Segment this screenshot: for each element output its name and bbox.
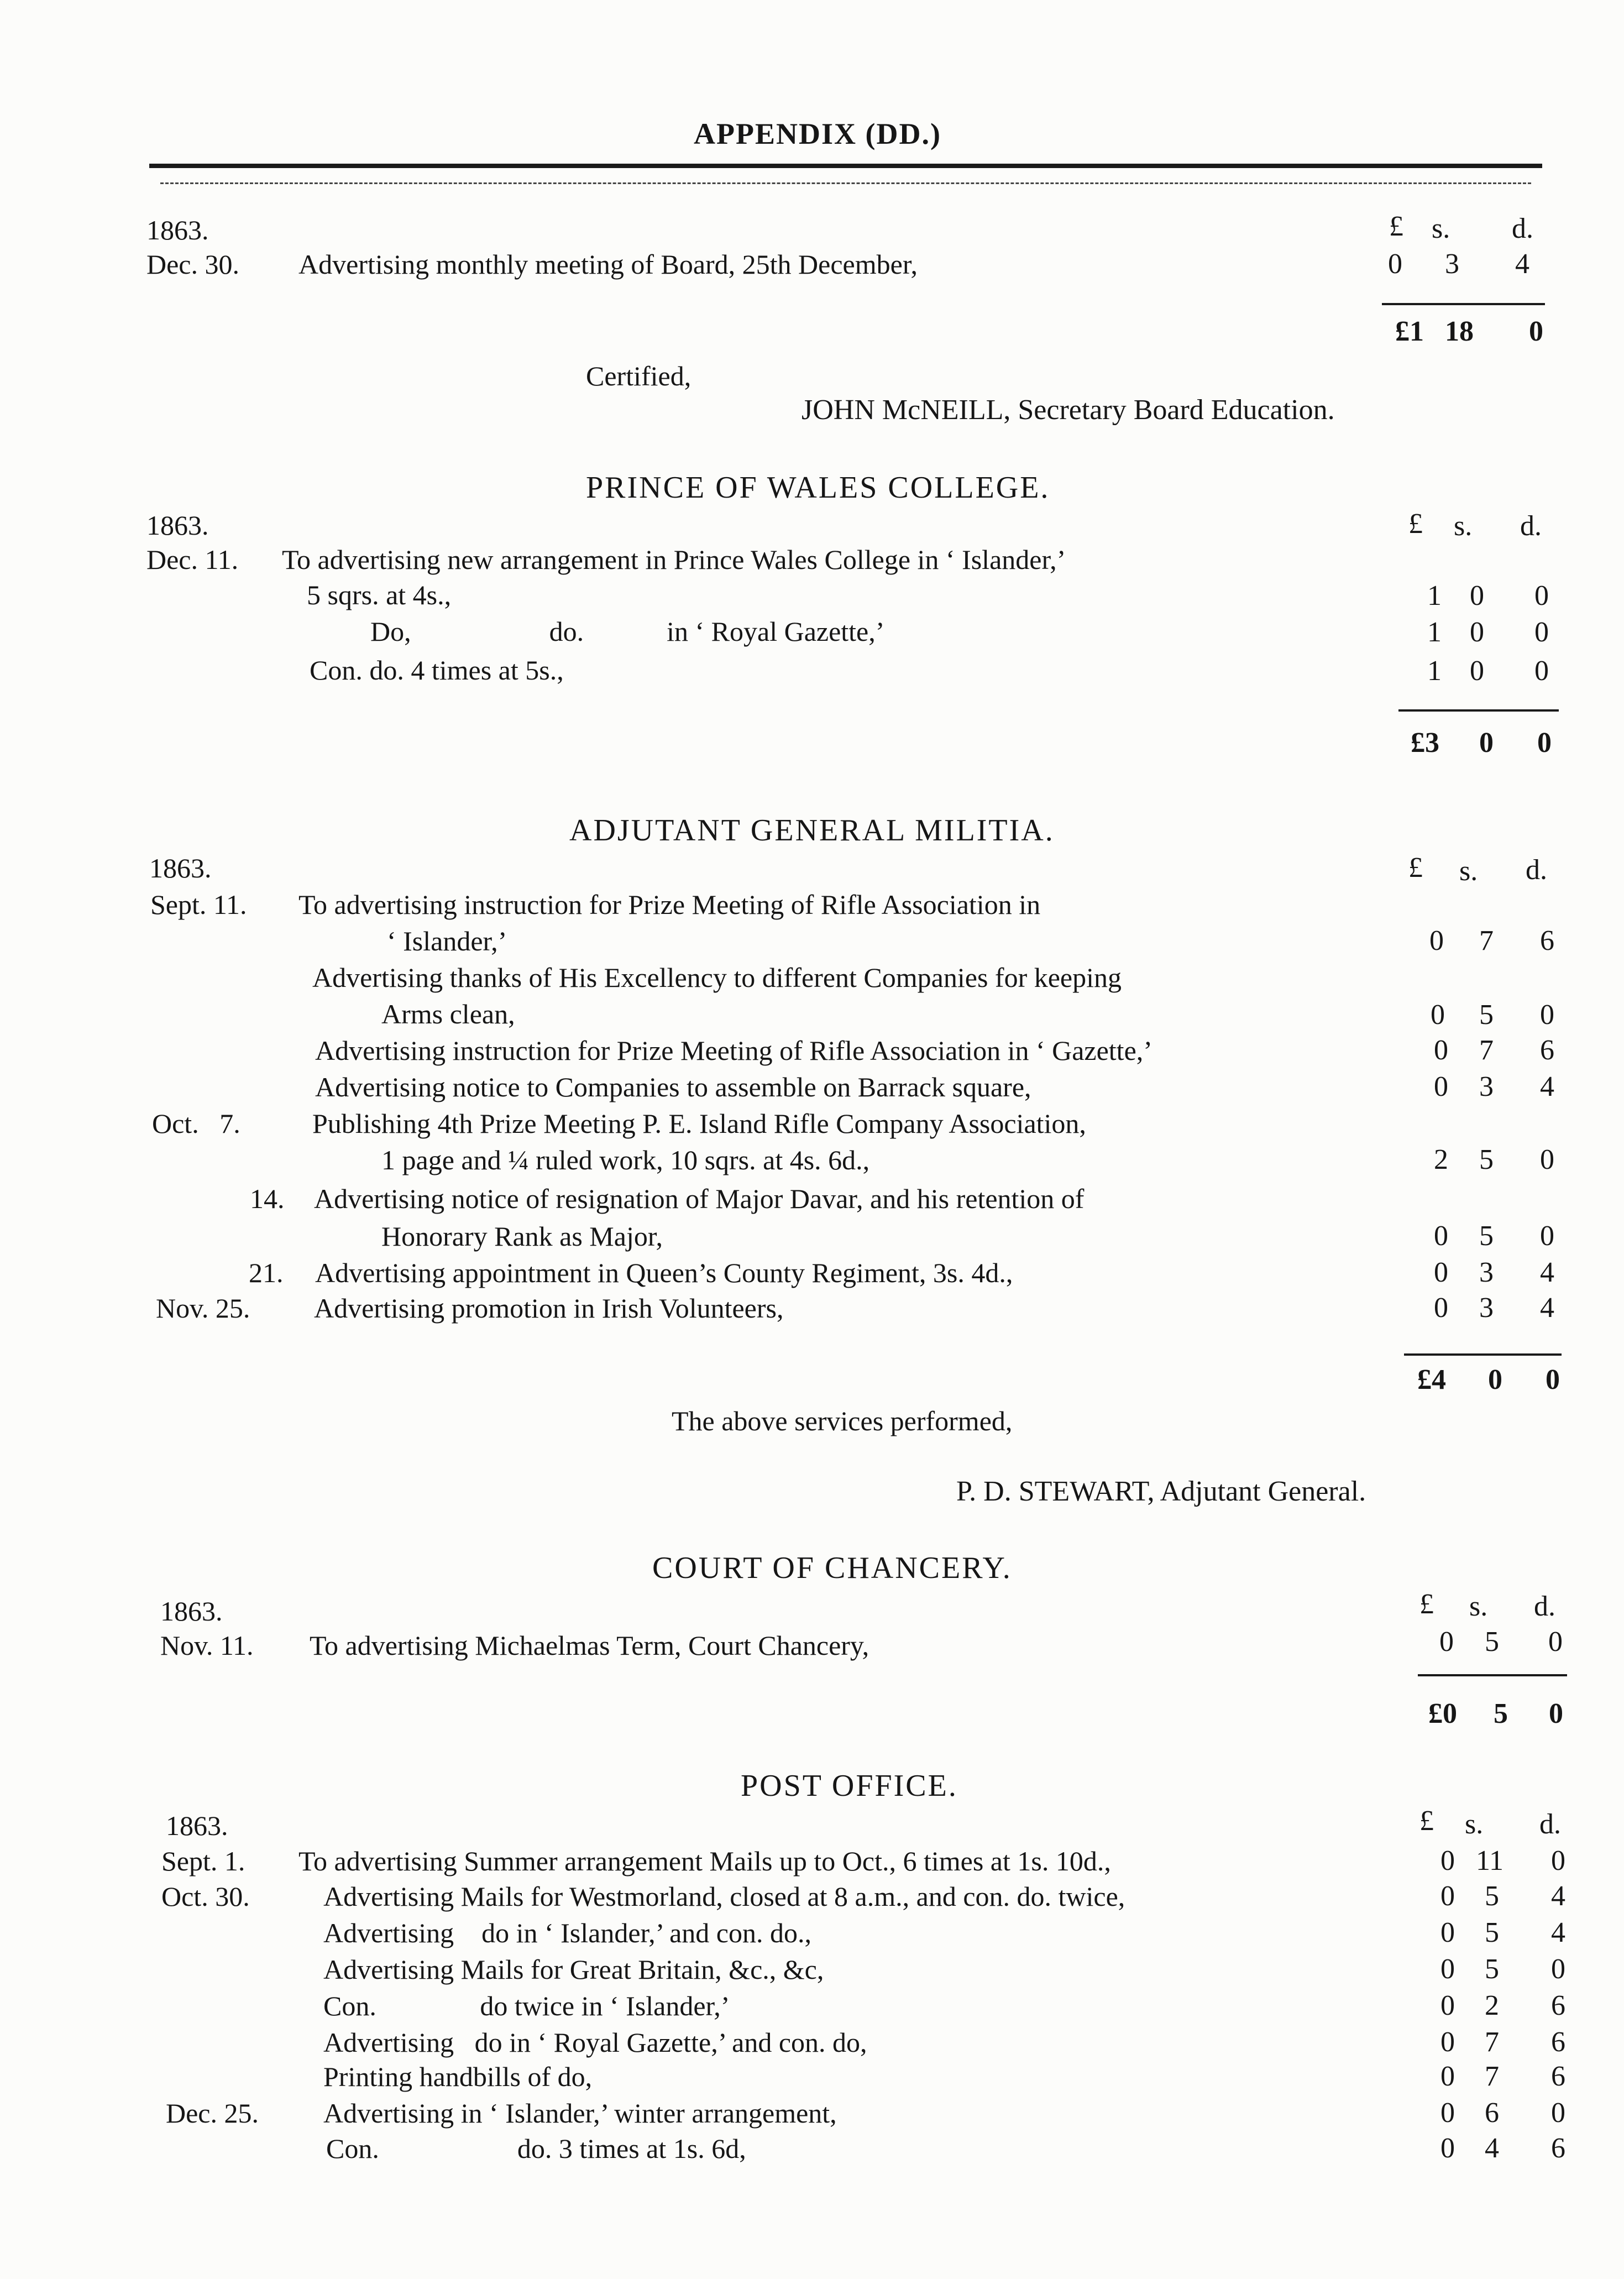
amount-pounds: 0 bbox=[1434, 1257, 1448, 1288]
amount-shillings: 4 bbox=[1485, 2132, 1499, 2164]
section-heading: COURT OF CHANCERY. bbox=[652, 1551, 1012, 1585]
entry-text: Advertising thanks of His Excellency to different Companies for keeping bbox=[312, 962, 1122, 993]
entry-text: Advertising notice of resignation of Major Davar, and his retention of bbox=[314, 1183, 1085, 1214]
signature: P. D. STEWART, Adjutant General. bbox=[956, 1476, 1366, 1507]
entry-text: Advertising appointment in Queen’s County Regiment, 3s. 4d., bbox=[315, 1257, 1013, 1288]
amount-pence: 6 bbox=[1540, 1034, 1554, 1066]
amount-shillings: 0 bbox=[1470, 580, 1484, 611]
entry-text: Publishing 4th Prize Meeting P. E. Island Rifle Company Association, bbox=[312, 1108, 1086, 1139]
entry-text: 1 page and ¼ ruled work, 10 sqrs. at 4s. 6d., bbox=[381, 1144, 870, 1175]
amount-shillings: 5 bbox=[1485, 1917, 1499, 1948]
amount-pence: 4 bbox=[1551, 1917, 1565, 1948]
entry-text: To advertising new arrangement in Prince Wales College in ‘ Islander,’ bbox=[282, 544, 1066, 575]
amount-pence: 4 bbox=[1551, 1880, 1565, 1912]
entry-date: Sept. 11. bbox=[150, 889, 247, 920]
amount-shillings: 5 bbox=[1479, 1144, 1494, 1175]
amount-pounds: 0 bbox=[1434, 1034, 1448, 1066]
total-pounds: £1 bbox=[1395, 316, 1424, 347]
amount-pence: 4 bbox=[1540, 1292, 1554, 1324]
amount-pence: 0 bbox=[1551, 1845, 1565, 1876]
amount-pence: 0 bbox=[1534, 655, 1549, 687]
entry-date: 21. bbox=[249, 1257, 284, 1288]
entry-date: Oct. 7. bbox=[152, 1108, 240, 1139]
amount-pence: 0 bbox=[1534, 580, 1549, 611]
entry-text: Honorary Rank as Major, bbox=[381, 1221, 663, 1252]
title-dashed-rule bbox=[160, 182, 1531, 184]
entry-date: Dec. 25. bbox=[166, 2098, 259, 2129]
page-title: APPENDIX (DD.) bbox=[694, 117, 941, 150]
amount-pounds: 0 bbox=[1434, 1071, 1448, 1102]
total-shillings: 5 bbox=[1494, 1698, 1508, 1729]
amount-shillings: 2 bbox=[1485, 1990, 1499, 2021]
amount-shillings: 7 bbox=[1485, 2061, 1499, 2092]
entry-date: Nov. 11. bbox=[160, 1630, 254, 1661]
entry-text: 5 sqrs. at 4s., bbox=[307, 579, 452, 610]
pound-header: £ bbox=[1389, 211, 1403, 242]
amount-shillings: 3 bbox=[1445, 248, 1459, 280]
entry-text: Advertising Mails for Great Britain, &c., &c, bbox=[323, 1954, 824, 1985]
section-heading: POST OFFICE. bbox=[741, 1769, 958, 1803]
year-label: 1863. bbox=[146, 215, 209, 245]
pence-header: d. bbox=[1520, 510, 1542, 542]
section-heading: PRINCE OF WALES COLLEGE. bbox=[586, 471, 1050, 505]
entry-text: Advertising monthly meeting of Board, 25th December, bbox=[298, 249, 918, 280]
amount-pounds: 0 bbox=[1440, 1845, 1455, 1876]
pound-header: £ bbox=[1419, 1805, 1434, 1837]
amount-shillings: 5 bbox=[1485, 1880, 1499, 1912]
amount-shillings: 5 bbox=[1479, 1220, 1494, 1252]
amount-pounds: 0 bbox=[1440, 1953, 1455, 1985]
amount-pounds: 1 bbox=[1427, 580, 1442, 611]
entry-text: Con. do. 3 times at 1s. 6d, bbox=[326, 2133, 746, 2164]
entry-text: Con. do. 4 times at 5s., bbox=[310, 655, 564, 686]
certified-label: Certified, bbox=[586, 360, 691, 391]
amount-pounds: 0 bbox=[1434, 1292, 1448, 1324]
total-shillings: 0 bbox=[1488, 1364, 1502, 1395]
certified-label: The above services performed, bbox=[672, 1405, 1013, 1436]
total-pence: 0 bbox=[1537, 727, 1552, 759]
entry-text: Con. do twice in ‘ Islander,’ bbox=[323, 1990, 730, 2021]
title-rule bbox=[149, 164, 1542, 168]
total-rule bbox=[1404, 1353, 1562, 1356]
amount-shillings: 6 bbox=[1485, 2097, 1499, 2129]
amount-shillings: 5 bbox=[1485, 1626, 1499, 1658]
amount-pounds: 1 bbox=[1427, 655, 1442, 687]
amount-pence: 6 bbox=[1551, 2026, 1565, 2058]
total-pounds: £4 bbox=[1417, 1364, 1446, 1395]
total-shillings: 18 bbox=[1445, 316, 1474, 347]
amount-pence: 0 bbox=[1548, 1626, 1563, 1658]
entry-text: Advertising do in ‘ Royal Gazette,’ and con. do, bbox=[323, 2027, 867, 2058]
amount-pounds: 0 bbox=[1440, 2061, 1455, 2092]
amount-pence: 6 bbox=[1551, 2061, 1565, 2092]
amount-shillings: 5 bbox=[1479, 999, 1494, 1031]
entry-text: Arms clean, bbox=[381, 999, 515, 1029]
entry-text: Advertising do in ‘ Islander,’ and con. do., bbox=[323, 1917, 811, 1948]
section-heading: ADJUTANT GENERAL MILITIA. bbox=[569, 813, 1055, 848]
pound-header: £ bbox=[1408, 852, 1423, 884]
entry-text: To advertising Michaelmas Term, Court Chancery, bbox=[310, 1630, 869, 1661]
total-rule bbox=[1418, 1674, 1567, 1676]
entry-text: Do, do. in ‘ Royal Gazette,’ bbox=[370, 616, 885, 647]
shilling-header: s. bbox=[1454, 510, 1473, 542]
amount-shillings: 7 bbox=[1479, 925, 1494, 956]
entry-text: ‘ Islander,’ bbox=[387, 926, 507, 956]
shilling-header: s. bbox=[1459, 855, 1478, 887]
year-label: 1863. bbox=[149, 853, 212, 884]
amount-pounds: 0 bbox=[1440, 1917, 1455, 1948]
amount-pounds: 0 bbox=[1388, 248, 1402, 280]
amount-shillings: 3 bbox=[1479, 1257, 1494, 1288]
entry-text: Advertising instruction for Prize Meeting of Rifle Association in ‘ Gazette,’ bbox=[315, 1035, 1152, 1066]
amount-pounds: 0 bbox=[1434, 1220, 1448, 1252]
amount-pounds: 0 bbox=[1440, 2097, 1455, 2129]
amount-shillings: 0 bbox=[1470, 655, 1484, 687]
shilling-header: s. bbox=[1432, 213, 1450, 244]
pound-header: £ bbox=[1408, 508, 1423, 540]
pence-header: d. bbox=[1534, 1591, 1555, 1622]
amount-shillings: 0 bbox=[1470, 616, 1484, 648]
amount-shillings: 7 bbox=[1479, 1034, 1494, 1066]
entry-date: Oct. 30. bbox=[161, 1881, 250, 1912]
year-label: 1863. bbox=[146, 510, 209, 541]
amount-pounds: 0 bbox=[1440, 1990, 1455, 2021]
pence-header: d. bbox=[1512, 213, 1533, 244]
pound-header: £ bbox=[1419, 1588, 1434, 1620]
amount-pence: 0 bbox=[1540, 1144, 1554, 1175]
amount-pounds: 0 bbox=[1429, 925, 1444, 956]
amount-pounds: 1 bbox=[1427, 616, 1442, 648]
pence-header: d. bbox=[1539, 1808, 1561, 1840]
year-label: 1863. bbox=[160, 1596, 223, 1627]
total-pounds: £0 bbox=[1428, 1698, 1457, 1729]
amount-pence: 0 bbox=[1551, 2097, 1565, 2129]
amount-pounds: 0 bbox=[1431, 999, 1445, 1031]
amount-pence: 0 bbox=[1540, 1220, 1554, 1252]
entry-text: Advertising promotion in Irish Volunteers, bbox=[314, 1293, 784, 1324]
total-pence: 0 bbox=[1529, 316, 1543, 347]
entry-date: 14. bbox=[250, 1183, 285, 1214]
total-pounds: £3 bbox=[1411, 727, 1439, 759]
shilling-header: s. bbox=[1465, 1808, 1484, 1840]
entry-date: Sept. 1. bbox=[161, 1846, 245, 1876]
total-shillings: 0 bbox=[1479, 727, 1494, 759]
entry-date: Dec. 11. bbox=[146, 544, 239, 575]
amount-pence: 4 bbox=[1515, 248, 1529, 280]
amount-pence: 6 bbox=[1551, 1990, 1565, 2021]
entry-text: Advertising notice to Companies to assemble on Barrack square, bbox=[315, 1071, 1031, 1102]
entry-date: Dec. 30. bbox=[146, 249, 239, 280]
amount-shillings: 7 bbox=[1485, 2026, 1499, 2058]
amount-pounds: 0 bbox=[1440, 2026, 1455, 2058]
amount-pence: 0 bbox=[1551, 1953, 1565, 1985]
amount-pounds: 0 bbox=[1440, 1880, 1455, 1912]
amount-pounds: 2 bbox=[1434, 1144, 1448, 1175]
pence-header: d. bbox=[1526, 854, 1547, 886]
amount-shillings: 11 bbox=[1475, 1845, 1504, 1876]
shilling-header: s. bbox=[1469, 1591, 1488, 1622]
entry-text: To advertising Summer arrangement Mails up to Oct., 6 times at 1s. 10d., bbox=[298, 1846, 1111, 1876]
amount-pence: 6 bbox=[1551, 2132, 1565, 2164]
total-rule bbox=[1382, 303, 1545, 305]
amount-pence: 0 bbox=[1534, 616, 1549, 648]
amount-shillings: 3 bbox=[1479, 1071, 1494, 1102]
entry-text: Advertising in ‘ Islander,’ winter arrangement, bbox=[323, 2098, 837, 2129]
entry-text: To advertising instruction for Prize Meeting of Rifle Association in bbox=[298, 889, 1041, 920]
total-pence: 0 bbox=[1549, 1698, 1563, 1729]
entry-text: Advertising Mails for Westmorland, closed at 8 a.m., and con. do. twice, bbox=[323, 1881, 1125, 1912]
amount-pence: 0 bbox=[1540, 999, 1554, 1031]
amount-pounds: 0 bbox=[1439, 1626, 1454, 1658]
amount-pence: 4 bbox=[1540, 1257, 1554, 1288]
entry-date: Nov. 25. bbox=[156, 1293, 250, 1324]
amount-shillings: 3 bbox=[1479, 1292, 1494, 1324]
amount-pounds: 0 bbox=[1440, 2132, 1455, 2164]
amount-pence: 6 bbox=[1540, 925, 1554, 956]
amount-shillings: 5 bbox=[1485, 1953, 1499, 1985]
total-rule bbox=[1398, 709, 1559, 712]
signature: JOHN McNEILL, Secretary Board Education. bbox=[801, 394, 1335, 426]
total-pence: 0 bbox=[1546, 1364, 1560, 1395]
amount-pence: 4 bbox=[1540, 1071, 1554, 1102]
entry-text: Printing handbills of do, bbox=[323, 2061, 593, 2092]
year-label: 1863. bbox=[166, 1810, 228, 1841]
